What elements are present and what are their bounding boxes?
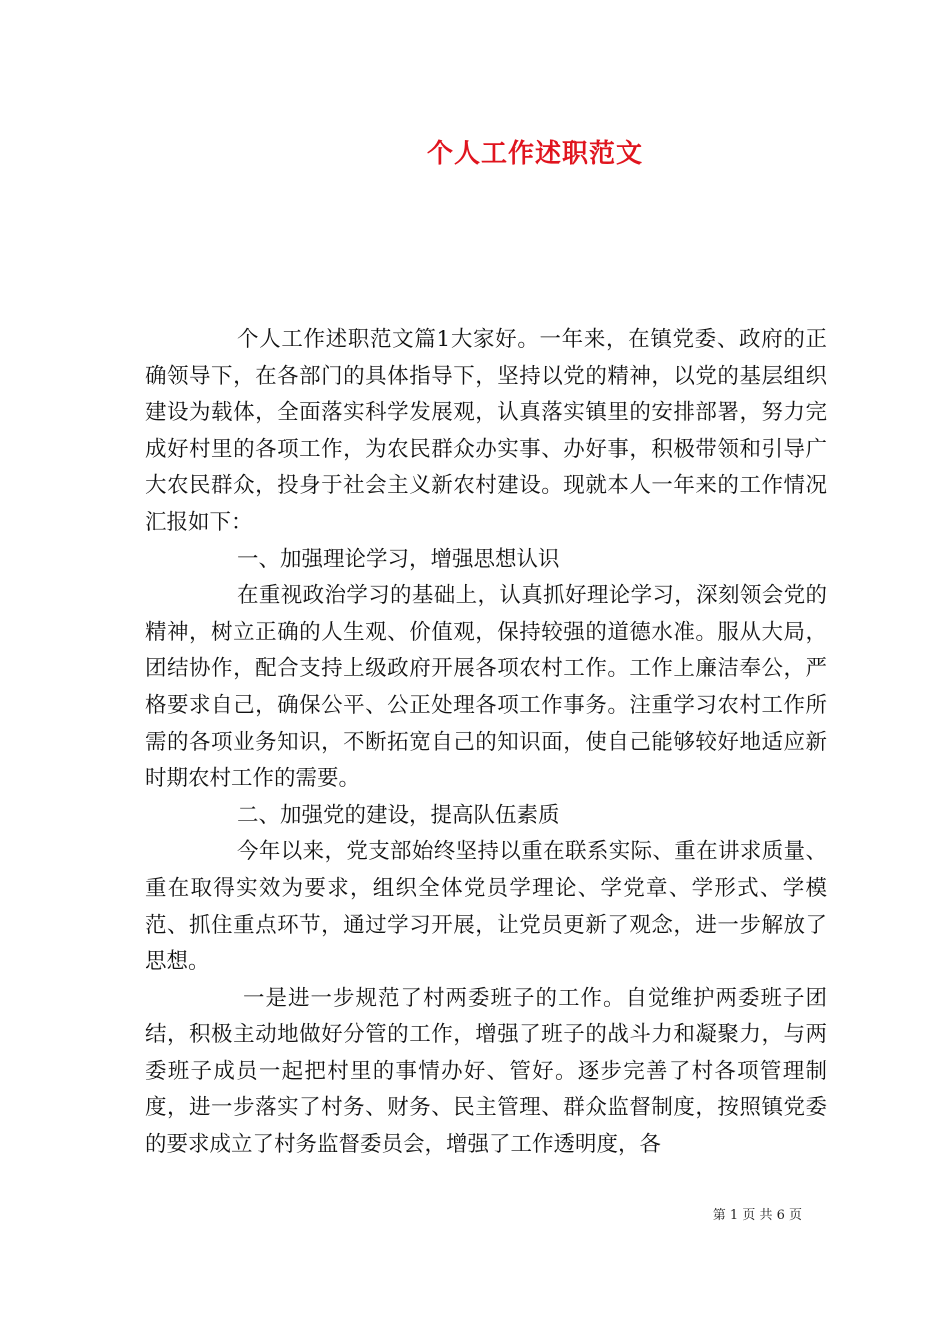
paragraph-point-1: 一是进一步规范了村两委班子的工作。自觉维护两委班子团结，积极主动地做好分管的工作，增强了班子的战斗力和凝聚力，与两委班子成员一起把村里的事情办好、管好。逐步完善了村各项管理制度，进一步落实了村务、财务、民主管理、群众监督制度，按照镇党委的要求成立了村务监督委员会，增强了工作透明度，各 bbox=[145, 985, 827, 1158]
section-heading-1: 一、加强理论学习，增强思想认识 bbox=[237, 546, 560, 572]
section-heading-2: 二、加强党的建设，提高队伍素质 bbox=[237, 802, 560, 828]
document-body bbox=[145, 322, 827, 1164]
paragraph-section-2: 今年以来，党支部始终坚持以重在联系实际、重在讲求质量、重在取得实效为要求，组织全体党员学理论、学党章、学形式、学模范、抓住重点环节，通过学习开展，让党员更新了观念，进一步解放了思想。 bbox=[145, 839, 827, 975]
page-number: 第 1 页 共 6 页 bbox=[712, 1208, 802, 1223]
paragraph-intro: 个人工作述职范文篇1大家好。一年来，在镇党委、政府的正确领导下，在各部门的具体指导下，坚持以党的精神，以党的基层组织建设为载体，全面落实科学发展观，认真落实镇里的安排部署，努力完成好村里的各项工作，为农民群众办实事、办好事，积极带领和引导广大农民群众，投身于社会主义新农村建设。现就本人一年来的工作情况汇报如下： bbox=[145, 327, 827, 535]
paragraph-section-1: 在重视政治学习的基础上，认真抓好理论学习，深刻领会党的精神，树立正确的人生观、价值观，保持较强的道德水准。服从大局，团结协作，配合支持上级政府开展各项农村工作。工作上廉洁奉公，严格要求自己，确保公平、公正处理各项工作事务。注重学习农村工作所需的各项业务知识，不断拓宽自己的知识面，使自己能够较好地适应新时期农村工作的需要。 bbox=[145, 583, 827, 792]
document-title: 个人工作述职范文 bbox=[426, 139, 643, 169]
